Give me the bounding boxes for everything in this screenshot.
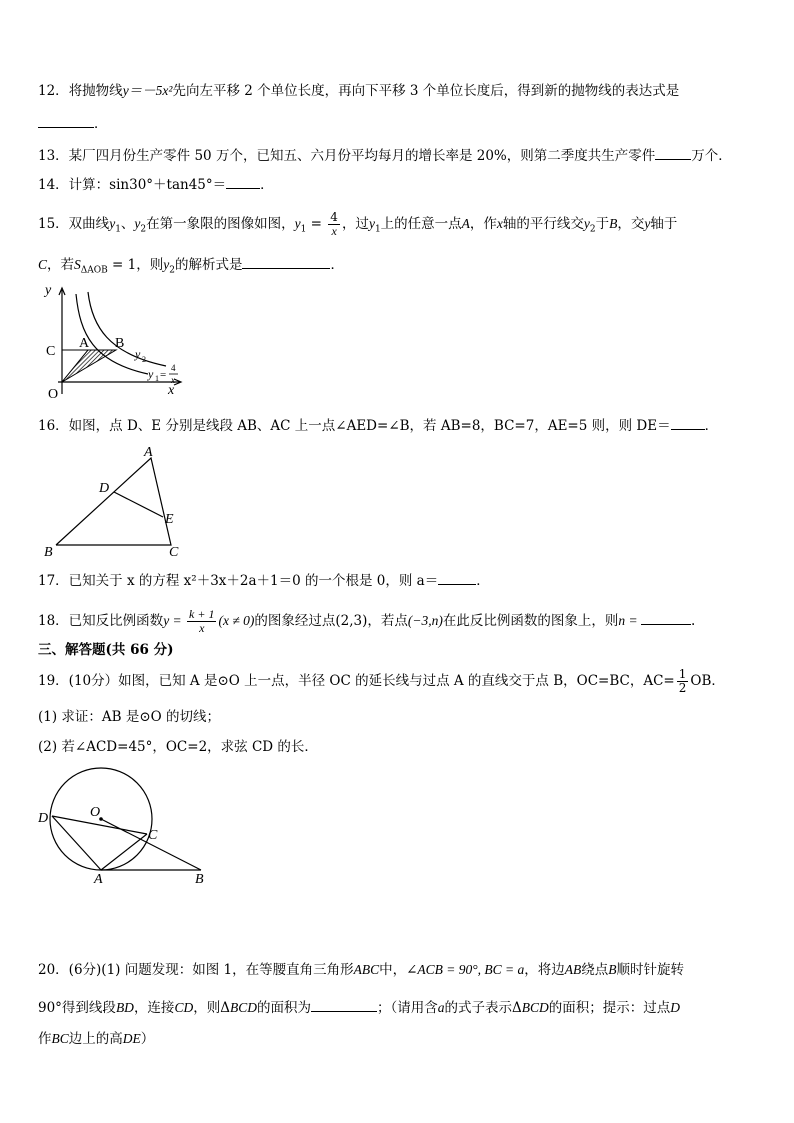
question-17: 17．已知关于 x 的方程 x²＋3x＋2a＋1＝0 的一个根是 0，则 a＝ ． bbox=[38, 570, 490, 591]
hyperbola-figure bbox=[38, 284, 188, 402]
label-d: D bbox=[38, 811, 49, 826]
question-12: 12．将抛物线y＝－5x²先向左平移 2 个单位长度，再向下平移 3 个单位长度后，得到新的抛物线的表达式是 bbox=[38, 83, 680, 99]
label-y2: y bbox=[135, 347, 141, 361]
question-18: 18．已知反比例函数y = $\frac{k + 1}{x}$ (x ≠ 0)的图象经过点(2,3)，若点(−3,n)在此反比例函数的图象上，则n = . bbox=[38, 607, 696, 635]
label-den: x bbox=[171, 375, 175, 385]
label-o: O bbox=[90, 805, 101, 820]
label-c: C bbox=[148, 828, 158, 843]
label-c: C bbox=[169, 545, 179, 560]
label-e: E bbox=[165, 512, 174, 527]
question-13: 13．某厂四月份生产零件 50 万个，已知五、六月份平均每月的增长率是 20%，则第二季度共生产零件 万个． bbox=[38, 145, 732, 166]
label-y1: y bbox=[148, 367, 154, 381]
label-eq: = bbox=[160, 369, 167, 381]
question-20-line-1: 20．(6分)(1) 问题发现：如图 1，在等腰直角三角形ABC中，∠ACB = 90°, BC = a，将边AB绕点B顺时针旋转 bbox=[38, 962, 685, 978]
label-c: C bbox=[46, 344, 56, 359]
answer-blank[interactable] bbox=[641, 610, 691, 625]
question-14: 14．计算：sin30°＋tan45°＝ ． bbox=[38, 174, 274, 195]
answer-blank[interactable] bbox=[655, 145, 691, 160]
label-d: D bbox=[99, 481, 110, 496]
circle-figure bbox=[38, 766, 210, 884]
question-16: 16．如图，点 D、E 分别是线段 AB、AC 上一点∠AED=∠B，若 AB=8，BC=7，AE=5 则，则 DE＝ ． bbox=[38, 415, 718, 436]
label-a: A bbox=[144, 445, 153, 460]
answer-blank[interactable] bbox=[438, 570, 476, 585]
question-15-line-1: 15．双曲线$y_1$、$y_2$在第一象限的图像如图，$y_1$ = $\frac{4}{x}$ ，过$y_1$上的任意一点A，作x轴的平行线交$y_2$于B，交y轴于 bbox=[38, 210, 678, 238]
question-19-part-2: (2) 若∠ACD=45°，OC=2，求弦 CD 的长． bbox=[38, 739, 318, 755]
triangle-figure bbox=[38, 442, 188, 562]
answer-blank[interactable] bbox=[671, 415, 705, 430]
triangle-aob bbox=[62, 350, 116, 382]
question-20-line-2: 90°得到线段BD，连接CD，则ΔBCD的面积为 ；（请用含a的式子表示ΔBCD的面积；提示：过点D bbox=[38, 997, 680, 1018]
section-heading: 三、解答题(共 66 分) bbox=[38, 642, 174, 658]
label-y1-sub: 1 bbox=[155, 374, 159, 383]
fraction: $\frac{1}{2}$ bbox=[678, 667, 687, 695]
fraction: $\frac{k + 1}{x}$ bbox=[189, 607, 215, 635]
answer-blank[interactable] bbox=[311, 997, 377, 1012]
question-19: 19．(10分）如图，已知 A 是⊙O 上一点，半径 OC 的延长线与过点 A 的直线交于点 B，OC=BC，AC= $\frac{1}{2}$ OB． bbox=[38, 667, 725, 695]
label-b: B bbox=[44, 545, 53, 560]
question-19-part-1: (1) 求证：AB 是⊙O 的切线； bbox=[38, 709, 221, 725]
triangle-abc bbox=[56, 458, 171, 545]
label-b: B bbox=[195, 872, 204, 884]
label-o: O bbox=[48, 387, 59, 402]
label-b: B bbox=[115, 336, 125, 351]
segment-de bbox=[114, 492, 163, 517]
label-a: A bbox=[94, 872, 103, 884]
label-y2-sub: 2 bbox=[142, 355, 146, 364]
question-20-line-3: 作BC边上的高DE） bbox=[38, 1031, 155, 1047]
question-15-line-2: C，若$S_{\Delta AOB} = 1$，则$y_2$的解析式是 ． bbox=[38, 254, 344, 281]
answer-blank[interactable] bbox=[242, 254, 330, 269]
fraction: $\frac{4}{x}$ bbox=[330, 210, 338, 238]
x-label: x bbox=[168, 383, 175, 398]
label-a: A bbox=[79, 336, 90, 351]
answer-blank[interactable] bbox=[38, 113, 94, 128]
question-12-answer-line: ． bbox=[38, 113, 108, 134]
answer-blank[interactable] bbox=[226, 174, 260, 189]
label-num: 4 bbox=[171, 363, 176, 373]
y-label: y bbox=[45, 284, 52, 298]
